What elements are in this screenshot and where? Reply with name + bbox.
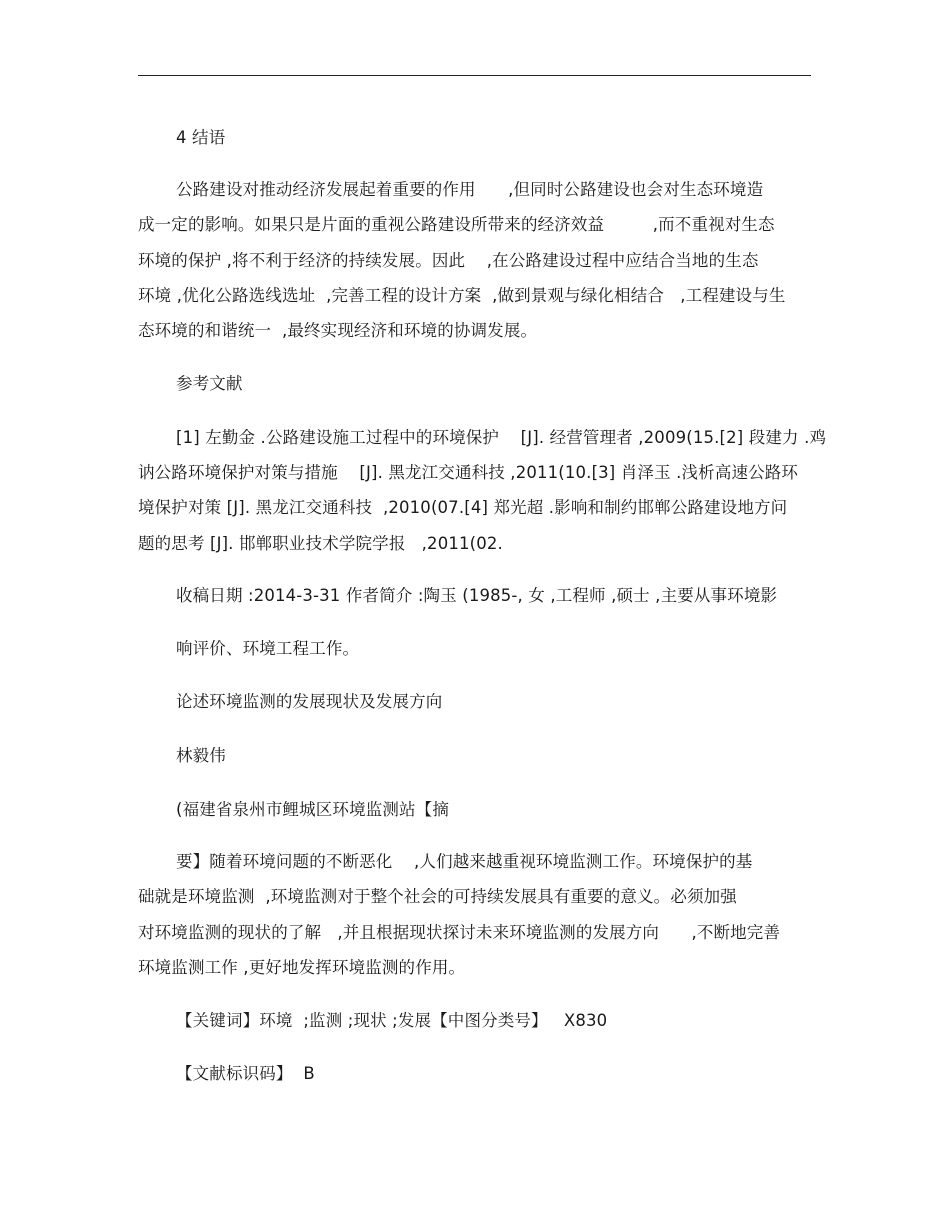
conclusion-line-3: 环境的保护 ,将不利于经济的持续发展。因此 ,在公路建设过程中应结合当地的生态 — [138, 251, 759, 270]
reference-line-1: [1] 左勤金 .公路建设施工过程中的环境保护 [J]. 经营管理者 ,2009(15.[2] 段建力 .鸡 — [176, 428, 827, 447]
conclusion-line-4: 环境 ,优化公路选线选址 ,完善工程的设计方案 ,做到景观与绿化相结合 ,工程建设与生 — [138, 286, 786, 305]
reference-line-2: 讷公路环境保护对策与措施 [J]. 黑龙江交通科技 ,2011(10.[3] 肖泽玉 .浅析高速公路环 — [138, 463, 799, 482]
article-affiliation: (福建省泉州市鲤城区环境监测站【摘 — [176, 800, 449, 819]
conclusion-line-5: 态环境的和谐统一 ,最终实现经济和环境的协调发展。 — [138, 321, 538, 340]
doc-code-line: 【文献标识码】 B — [176, 1064, 315, 1083]
conclusion-line-1: 公路建设对推动经济发展起着重要的作用 ,但同时公路建设也会对生态环境造 — [176, 180, 764, 199]
article-title: 论述环境监测的发展现状及发展方向 — [176, 692, 443, 711]
references-heading: 参考文献 — [176, 374, 243, 393]
header-rule — [138, 75, 811, 76]
received-line-1: 收稿日期 :2014-3-31 作者简介 :陶玉 (1985-, 女 ,工程师 ,硕士 ,主要从事环境影 — [176, 586, 778, 605]
reference-line-4: 题的思考 [J]. 邯郸职业技术学院学报 ,2011(02. — [138, 534, 503, 553]
received-line-2: 响评价、环境工程工作。 — [176, 639, 360, 658]
abstract-line-4: 环境监测工作 ,更好地发挥环境监测的作用。 — [138, 958, 466, 977]
article-author: 林毅伟 — [176, 746, 226, 765]
abstract-line-2: 础就是环境监测 ,环境监测对于整个社会的可持续发展具有重要的意义。必须加强 — [138, 887, 737, 906]
abstract-line-3: 对环境监测的现状的了解 ,并且根据现状探讨未来环境监测的发展方向 ,不断地完善 — [138, 923, 781, 942]
conclusion-heading: 4 结语 — [176, 128, 226, 147]
abstract-line-1: 要】随着环境问题的不断恶化 ,人们越来越重视环境监测工作。环境保护的基 — [176, 852, 753, 871]
conclusion-line-2: 成一定的影响。如果只是片面的重视公路建设所带来的经济效益 ,而不重视对生态 — [138, 215, 775, 234]
reference-line-3: 境保护对策 [J]. 黑龙江交通科技 ,2010(07.[4] 郑光超 .影响和制约邯郸公路建设地方问 — [138, 498, 788, 517]
keywords-line: 【关键词】环境 ;监测 ;现状 ;发展【中图分类号】 X830 — [176, 1011, 608, 1030]
